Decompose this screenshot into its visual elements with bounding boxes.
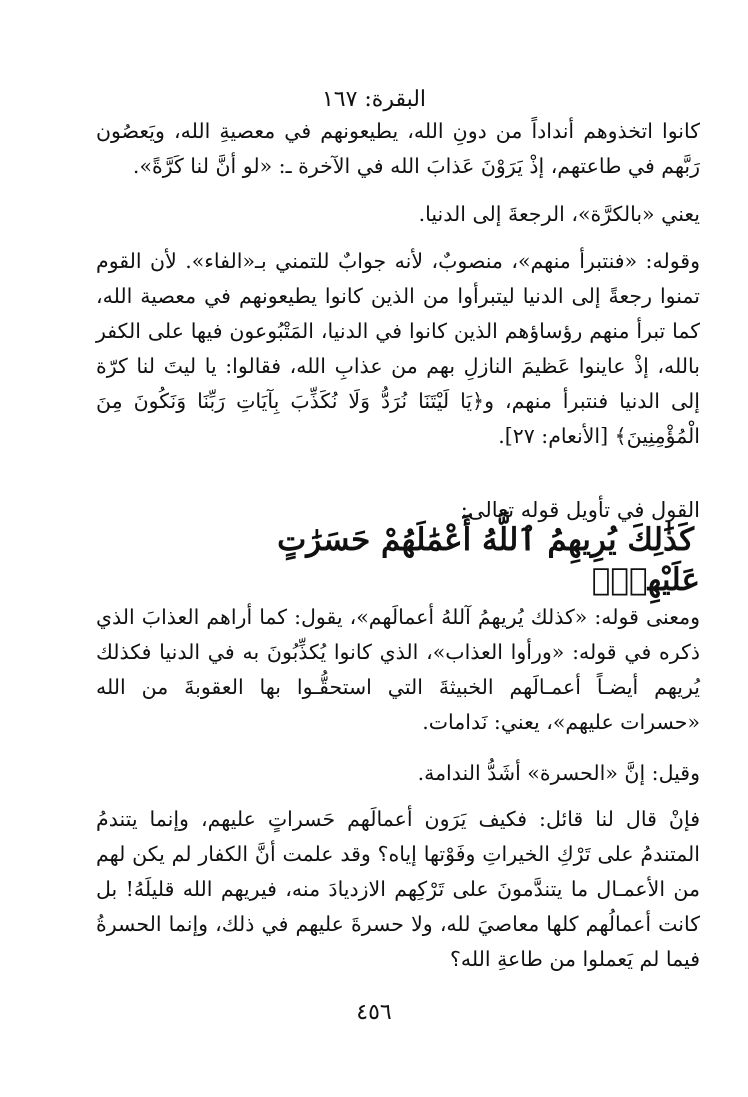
running-header: البقرة: ١٦٧ — [321, 87, 427, 112]
page-number: ٤٥٦ — [356, 1000, 392, 1025]
heading-verse-continued: عَلَيْهِمْۖ — [591, 562, 700, 598]
paragraph-2: يعني «بالكرَّة»، الرجعةَ إلى الدنيا. — [418, 202, 700, 226]
heading-lead: القول في تأويل قوله تعالى: — [460, 498, 700, 522]
paragraph-6: فإنْ قال لنا قائل: فكيف يَرَون أعمالَهم حَسراتٍ عليهم، وإنما يتندمُ المتندمُ على تَرْكِ الخيراتِ وفَوْتها إياه؟ وقد علمت أنَّ الكفار لم يكن لهم من الأعمـال ما يتندَّمونَ على تَرْكِهم الازديادَ منه، فيريهم الله قليلَهُ! بل كانت أعمالُهم كلها معاصيَ لله، ولا حسرةَ عليهم في ذلك، وإنما الحسرةُ فيما لم يَعملوا من طاعةِ الله؟ — [96, 807, 700, 971]
paragraph-5: وقيل: إنَّ «الحسرة» أشَدُّ الندامة. — [417, 761, 700, 785]
paragraph-3: وقوله: «فنتبرأ منهم»، منصوبٌ، لأنه جوابٌ للتمني بـ«الفاء». لأن القوم تمنوا رجعةً إلى الدنيا ليتبرأوا من الذين كانوا يطيعونهم في معصية الله، كما تبرأ منهم رؤساؤهم الذين كانوا في الدنيا، المَتْبُوعون فيها على الكفر بالله، إذْ عاينوا عَظيمَ النازلِ بهم من عذابِ الله، فقالوا: يا ليتَ لنا كرّة إلى الدنيا فنتبرأ منهم، و﴿يَا لَيْتَنَا نُرَدُّ وَلَا نُكَذِّبَ بِآيَاتِ رَبِّنَا وَنَكُونَ مِنَ الْمُؤْمِنِينَ﴾ [الأنعام: ٢٧]. — [96, 249, 700, 448]
heading-verse: كَذَٰلِكَ يُرِيهِمُ ٱللَّهُ أَعْمَٰلَهُمْ حَسَرَٰتٍ — [277, 522, 694, 558]
paragraph-1: كانوا اتخذوهم أنداداً من دونِ الله، يطيعونهم في معصيةِ الله، ويَعصُون رَبَّهم في طاعتهم، إذْ يَرَوْنَ عَذابَ الله في الآخرة ـ: «لو أنَّ لنا كَرَّةً». — [96, 119, 700, 178]
section-heading — [110, 498, 700, 598]
paragraph-4: ومعنى قوله: «كذلك يُريهمُ آللهُ أعمالَهم»، يقول: كما أراهم العذابَ الذي ذكره في قوله: «ورأوا العذاب»، الذي كانوا يُكذِّبُونَ به في الدنيا فكذلك يُريهم أيضـاً أعمـالَهم الخبيثةَ التي استحقُّـوا بها العقوبةَ من الله «حسرات عليهم»، يعني: نَدامات. — [96, 605, 700, 734]
